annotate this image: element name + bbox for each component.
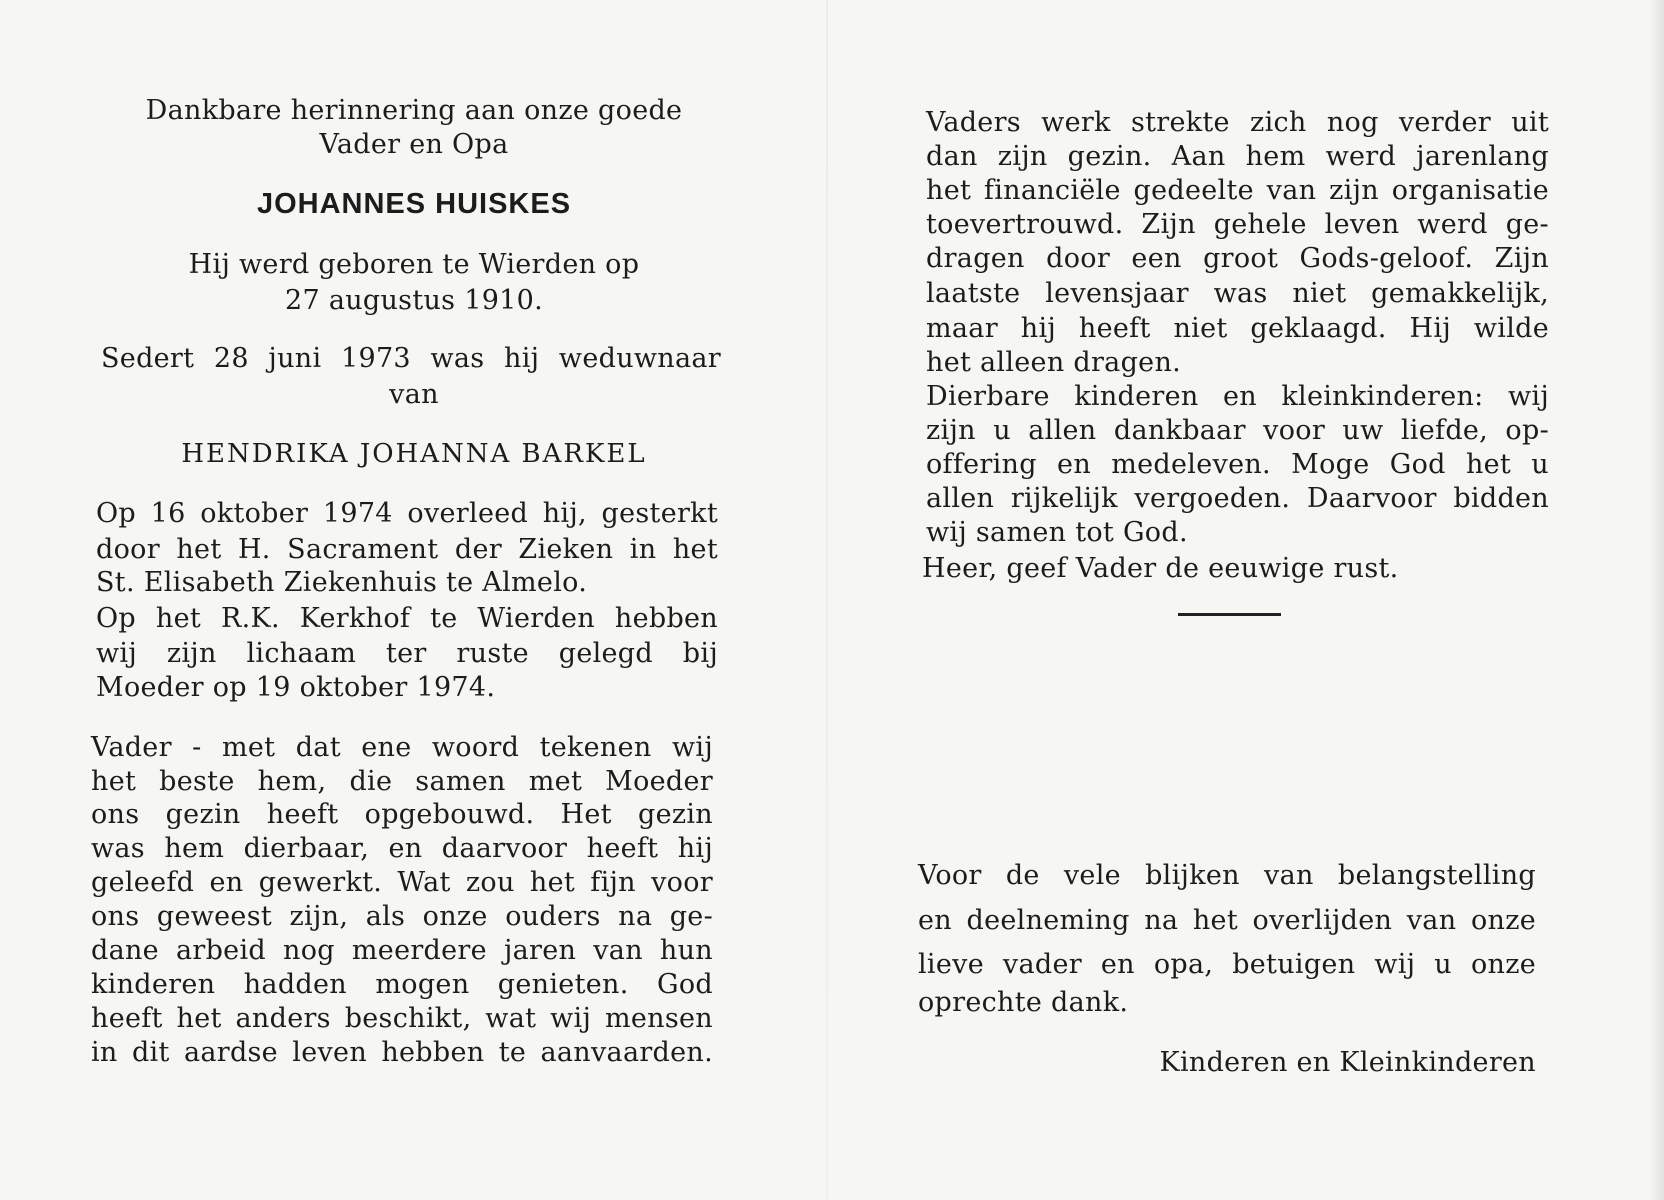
thanks-line: oprechte dank. xyxy=(918,987,1129,1018)
tribute-line: dane arbeid nog meerdere jaren van hun xyxy=(91,935,713,966)
text-line: Vaders werk strekte zich nog verder uit xyxy=(926,107,1549,138)
death-line: Op het R.K. Kerkhof te Wierden hebben xyxy=(96,603,718,634)
spouse-name: HENDRIKA JOHANNA BARKEL xyxy=(181,439,647,469)
death-line: door het H. Sacrament der Zieken in het xyxy=(96,534,718,565)
tribute-line: in dit aardse leven hebben te aanvaarden. xyxy=(91,1037,713,1068)
text-line: dan zijn gezin. Aan hem werd jarenlang xyxy=(926,141,1549,172)
tribute-line: heeft het anders beschikt, wat wij mensen xyxy=(91,1003,713,1034)
birth-line: 27 augustus 1910. xyxy=(284,285,544,316)
widower-line: Sedert 28 juni 1973 was hij weduwnaar xyxy=(101,343,721,374)
text-line: allen rijkelijk vergoeden. Daarvoor bidden xyxy=(926,483,1549,514)
tribute-line: kinderen hadden mogen genieten. God xyxy=(91,969,713,1000)
tribute-line: was hem dierbaar, en daarvoor heeft hij xyxy=(91,833,713,864)
death-line: Moeder op 19 oktober 1974. xyxy=(96,672,496,703)
text-line: dragen door een groot Gods-geloof. Zijn xyxy=(926,243,1549,274)
thanks-line: lieve vader en opa, betuigen wij u onze xyxy=(918,949,1536,980)
tribute-line: geleefd en gewerkt. Wat zou het fijn voor xyxy=(91,867,713,898)
text-line: laatste levensjaar was niet gemakkelijk, xyxy=(926,278,1549,309)
text-line: wij samen tot God. xyxy=(926,517,1188,548)
text-line: Dierbare kinderen en kleinkinderen: wij xyxy=(926,381,1549,412)
intro-line: Vader en Opa xyxy=(319,129,509,160)
tribute-line: het beste hem, die samen met Moeder xyxy=(91,766,713,797)
text-line: maar hij heeft niet geklaagd. Hij wilde xyxy=(926,313,1549,344)
death-line: Op 16 oktober 1974 overleed hij, gesterkt xyxy=(96,498,718,529)
death-line: wij zijn lichaam ter ruste gelegd bij xyxy=(96,638,718,669)
intro-line: Dankbare herinnering aan onze goede xyxy=(145,95,683,126)
death-line: St. Elisabeth Ziekenhuis te Almelo. xyxy=(96,567,588,598)
text-line: Heer, geef Vader de eeuwige rust. xyxy=(922,553,1399,584)
deceased-name: JOHANNES HUISKES xyxy=(256,188,572,220)
divider xyxy=(1178,613,1281,616)
tribute-line: Vader - met dat ene woord tekenen wij xyxy=(91,732,713,763)
signature: Kinderen en Kleinkinderen xyxy=(1159,1047,1536,1078)
thanks-line: Voor de vele blijken van belangstelling xyxy=(918,860,1536,891)
widower-line: van xyxy=(389,379,439,410)
birth-line: Hij werd geboren te Wierden op xyxy=(188,249,640,280)
card-fold xyxy=(826,0,828,1200)
text-line: offering en medeleven. Moge God het u xyxy=(926,449,1549,480)
text-line: toevertrouwd. Zijn gehele leven werd ge- xyxy=(926,209,1549,240)
text-line: het financiële gedeelte van zijn organisatie xyxy=(926,175,1549,206)
text-line: het alleen dragen. xyxy=(926,347,1182,378)
card-edge xyxy=(1650,0,1664,1200)
text-line: zijn u allen dankbaar voor uw liefde, op- xyxy=(926,415,1549,446)
tribute-line: ons gezin heeft opgebouwd. Het gezin xyxy=(91,799,713,830)
thanks-line: en deelneming na het overlijden van onze xyxy=(918,905,1536,936)
tribute-line: ons geweest zijn, als onze ouders na ge- xyxy=(91,901,713,932)
